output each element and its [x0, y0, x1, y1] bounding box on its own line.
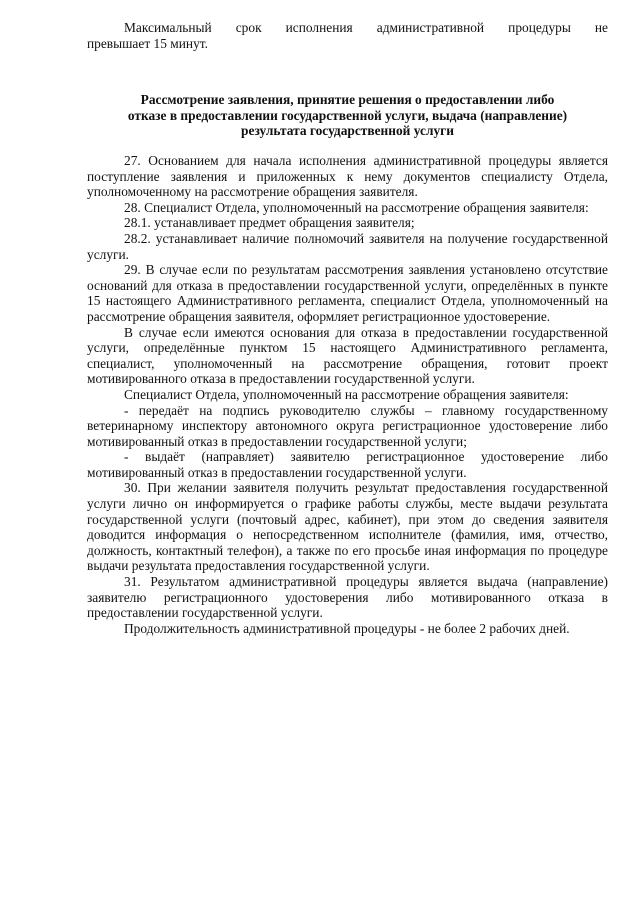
intro-block [87, 20, 608, 51]
body-text [87, 153, 608, 636]
paragraph-27: 27. Основанием для начала исполнения административной процедуры является поступление заявления и приложенных к нему документов специалисту Отдела, уполномоченному на рассмотрение обращения заявителя. [87, 153, 608, 200]
paragraph-28-2: 28.2. устанавливает наличие полномочий заявителя на получение государственной услуги. [87, 230, 608, 262]
paragraph-29-issue: - выдаёт (направляет) заявителю регистрационное удостоверение либо мотивированный отказ в предоставлении государственной услуги. [87, 449, 608, 480]
section-heading [87, 92, 608, 139]
paragraph-29: 29. В случае если по результатам рассмотрения заявления установлено отсутствие оснований для отказа в предоставлении государственной услуги, определённых в пункте 15 настоящего Административного регламента, специалист Отдела, уполномоченный на рассмотрение обращения заявителя, оформляет регистрационное удостоверение. [87, 262, 608, 324]
heading-line-3: результата государственной услуги [241, 123, 454, 139]
heading-line-1: Рассмотрение заявления, принятие решения о предоставлении либо [140, 92, 555, 107]
paragraph-31: 31. Результатом административной процедуры является выдача (направление) заявителю регистрационного удостоверения либо мотивированного отказа в предоставлении государственной услуги. [87, 574, 608, 621]
paragraph-30: 30. При желании заявителя получить результат предоставления государственной услуги лично он информируется о графике работы службы, месте выдачи результата государственной услуги (почтовый адрес, кабинет), при этом до сведения заявителя доводится информация о непосредственном исполнителе (фамилия, имя, отчество, должность, контактный телефон), а также по его просьбе иная информация по процедуре выдачи результата предоставления государственной услуги. [87, 480, 608, 574]
heading-line-2: отказе в предоставлении государственной услуги, выдача (направление) [127, 107, 568, 123]
intro-line-1: Максимальный срок исполнения административной процедуры не [124, 20, 608, 35]
paragraph-29-refusal: В случае если имеются основания для отказа в предоставлении государственной услуги, определённые пунктом 15 настоящего Административного регламента, специалист, уполномоченный на рассмотрение обращения, готовит проект мотивированного отказа в предоставлении государственной услуги. [87, 324, 608, 387]
paragraph-28-1: 28.1. устанавливает предмет обращения заявителя; [124, 215, 415, 231]
paragraph-29-specialist: Специалист Отдела, уполномоченный на рассмотрение обращения заявителя: [124, 386, 569, 402]
intro-line-2: превышает 15 минут. [87, 35, 208, 51]
paragraph-final: Продолжительность административной процедуры - не более 2 рабочих дней. [124, 620, 570, 636]
paragraph-29-transfer: - передаёт на подпись руководителю службы – главному государственному ветеринарному инспектору автономного округа регистрационное удостоверение либо мотивированный отказ в предоставлении государственной услуги; [87, 402, 608, 449]
paragraph-28: 28. Специалист Отдела, уполномоченный на рассмотрение обращения заявителя: [124, 199, 589, 215]
